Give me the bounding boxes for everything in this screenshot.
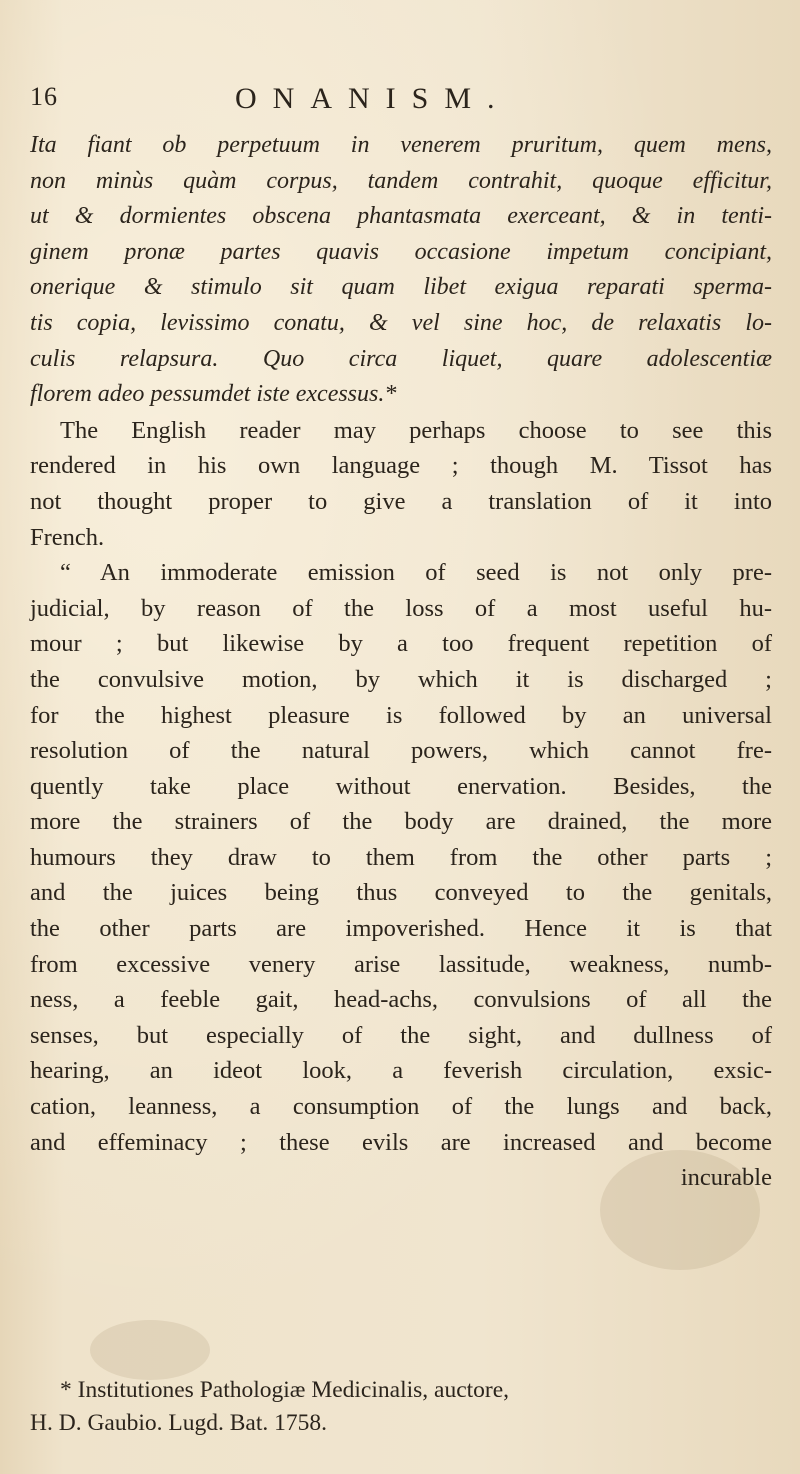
latin-line: non minùs quàm corpus, tandem contrahit, quoque efficitur,	[30, 167, 772, 194]
page-number: 16	[30, 82, 58, 111]
page-header	[30, 82, 790, 122]
text-line: cation, leanness, a consumption of the lungs and back,	[30, 1093, 772, 1121]
text-line: the convulsive motion, by which it is discharged ;	[30, 665, 772, 693]
text-line: for the highest pleasure is followed by an universal	[30, 701, 772, 729]
text-line: and effeminacy ; these evils are increased and become	[30, 1128, 772, 1156]
footnote-line: * Institutiones Pathologiæ Medicinalis, auctore,	[60, 1377, 510, 1403]
latin-line: Ita fiant ob perpetuum in venerem pruritum, quem mens,	[30, 132, 772, 158]
text-line: judicial, by reason of the loss of a most useful hu-	[30, 594, 772, 622]
paragraph-quotation	[30, 555, 772, 1196]
latin-line: florem adeo pessumdet iste excessus.*	[30, 381, 397, 408]
text-line: French.	[30, 523, 105, 551]
text-line: the other parts are impoverished. Hence it is that	[30, 915, 772, 943]
latin-line: ut & dormientes obscena phantasmata exerceant, & in tenti-	[30, 203, 772, 230]
text-line: The English reader may perhaps choose to see this	[60, 416, 772, 444]
paragraph-translation-note	[30, 413, 772, 555]
text-line: senses, but especially of the sight, and dullness of	[30, 1021, 772, 1049]
footnote	[30, 1374, 772, 1440]
catchword-line: incurable	[680, 1164, 772, 1192]
latin-line: tis copia, levissimo conatu, & vel sine hoc, de relaxatis lo-	[30, 309, 772, 336]
text-line: from excessive venery arise lassitude, weakness, numb-	[30, 950, 772, 978]
text-line: humours they draw to them from the other parts ;	[30, 843, 772, 871]
paper-stain	[90, 1320, 210, 1380]
footnote-line: H. D. Gaubio. Lugd. Bat. 1758.	[30, 1410, 327, 1436]
page-body	[30, 128, 772, 1196]
latin-line: culis relapsura. Quo circa liquet, quare adolescentiæ	[30, 345, 772, 372]
text-line: ness, a feeble gait, head-achs, convulsions of all the	[30, 986, 772, 1014]
text-line: hearing, an ideot look, a feverish circulation, exsic-	[30, 1057, 772, 1085]
latin-line: onerique & stimulo sit quam libet exigua reparati sperma-	[30, 274, 772, 301]
text-line: and the juices being thus conveyed to the genitals,	[30, 879, 772, 907]
latin-line: ginem pronæ partes quavis occasione impetum concipiant,	[30, 238, 772, 265]
text-line: rendered in his own language ; though M. Tissot has	[30, 452, 772, 480]
text-line: mour ; but likewise by a too frequent repetition of	[30, 630, 772, 658]
text-line: “ An immoderate emission of seed is not only pre-	[60, 559, 772, 587]
running-head: ONANISM.	[235, 82, 511, 115]
text-line: resolution of the natural powers, which cannot fre-	[30, 737, 772, 765]
text-line: more the strainers of the body are drained, the more	[30, 808, 772, 836]
text-line: quently take place without enervation. Besides, the	[30, 772, 772, 800]
latin-quotation	[30, 128, 772, 413]
text-line: not thought proper to give a translation of it into	[30, 487, 772, 515]
